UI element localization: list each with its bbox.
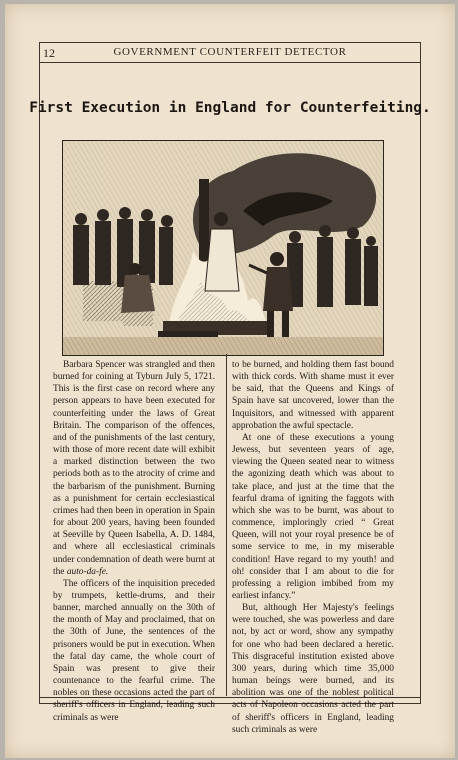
execution-engraving — [62, 140, 384, 356]
engraving-illustration — [63, 141, 383, 355]
right-paragraph-0: to be burned, and holding them fast bound with thick cords. With shame must it ever be said, that the Queens and Kings of Spain have sat uncovered, lower than the Inquisitors, and witnessed with apparent approbation the awful spectacle. — [232, 360, 394, 431]
right-column — [232, 359, 394, 736]
column-divider — [226, 354, 227, 696]
header-rule — [39, 62, 421, 63]
left-column — [53, 359, 215, 724]
bottom-rule — [39, 697, 421, 698]
right-paragraph-1: At one of these executions a young Jewess, but seventeen years of age, viewing the Queen seated near to witness the agonizing death which was about to take place, and just at the time that the fearful drama of igniting the faggots with which she was to be burnt, was about to commence, imploringly cried “ Great Queen, will not your royal presence be of some service to me, in my miserable condition! Have regard to my youth! and oh! consider that I am about to die for professing a religion imbibed from my earliest infancy.” — [232, 432, 394, 601]
left-paragraph-1-text: Barbara Spencer was strangled and then burned for coining at Tyburn July 5, 1721. This is the first case on record where any person appears to have been executed for counterfeiting under the laws of Great Britain. The comparison of the offences, and of the punishments of the last century, with those of more recent date will exhibit a marked distinction between the two periods both as to the atrocity of crime and the barbarism of the punishment. Burning as a punishment for certain ecclesiastical crimes had then been in operation in Spain for about 200 years, having been founded at Seeville by Queen Isabella, A. D. 1484, and where all ecclesiastical criminals under condemnation of death were burnt at the — [53, 360, 215, 577]
page-sheet — [5, 4, 455, 758]
auto-da-fe-term: auto-da-fe. — [66, 566, 109, 577]
running-title: GOVERNMENT COUNTERFEIT DETECTOR — [113, 46, 347, 58]
left-paragraph-1 — [53, 359, 215, 578]
article-title: First Execution in England for Counterfeiting. — [29, 100, 431, 116]
page-number: 12 — [43, 46, 55, 60]
right-paragraph-2: But, although Her Majesty's feelings were touched, she was powerless and dare not, by act or word, show any sympathy for one who had been declared a heretic. This disgraceful institution existed above 300 years, during which time 35,000 human beings were burned, and its abolition was one of the noblest political acts of Napoleon occasions acted the part of sheriff's officers in England, leading such criminals as were — [232, 603, 394, 735]
left-paragraph-2: The officers of the inquisition preceded by trumpets, kettle-drums, and their banner, marched annually on the 30th of the month of May and proclaimed, that on the 30th of June, the sentences of the prisoners would be put in execution. When the fatal day came, the whole court of Spain was present to give their countenance to the fearful crime. The nobles on these occasions acted the part of sheriff's officers in England, leading such criminals as were — [53, 578, 215, 723]
